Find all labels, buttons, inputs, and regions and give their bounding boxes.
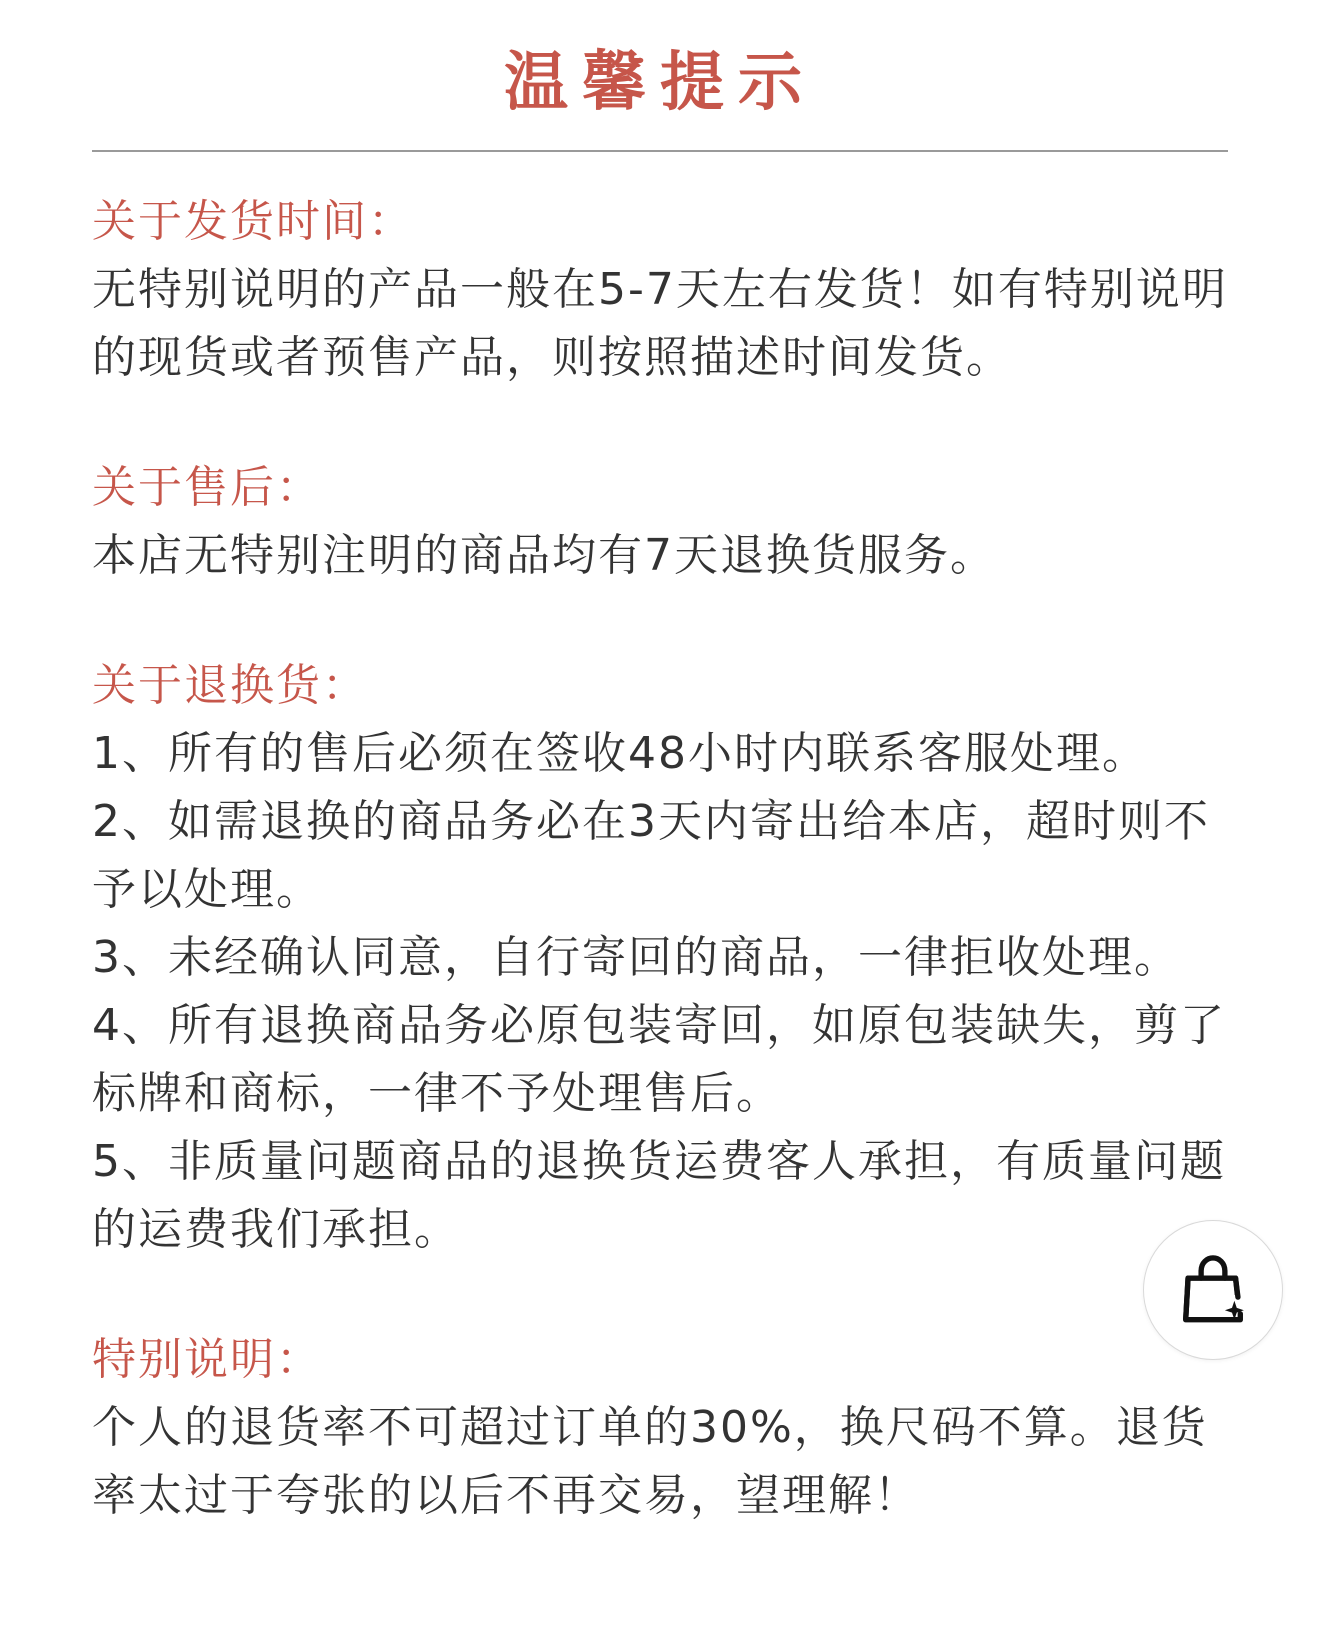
notice-content — [92, 188, 1228, 1530]
list-item: 1、所有的售后必须在签收48小时内联系客服处理。 — [92, 728, 1148, 779]
list-item: 5、非质量问题商品的退换货运费客人承担，有质量问题的运费我们承担。 — [92, 1136, 1226, 1255]
shopping-bag-sparkle-icon — [1175, 1252, 1251, 1328]
list-item: 3、未经确认同意，自行寄回的商品，一律拒收处理。 — [92, 932, 1180, 983]
list-item: 4、所有退换商品务必原包装寄回，如原包装缺失，剪了标牌和商标，一律不予处理售后。 — [92, 1000, 1226, 1119]
section-text: 无特别说明的产品一般在5-7天左右发货！如有特别说明的现货或者预售产品，则按照描述时间发货。 — [92, 264, 1228, 383]
section-heading: 特别说明： — [92, 1334, 322, 1385]
section-after-sales — [92, 454, 1228, 590]
section-heading: 关于发货时间： — [92, 196, 414, 247]
section-heading: 关于售后： — [92, 462, 322, 513]
section-special-note — [92, 1326, 1228, 1530]
section-heading: 关于退换货： — [92, 660, 368, 711]
section-text: 个人的退货率不可超过订单的30%，换尺码不算。退货率太过于夸张的以后不再交易，望理解！ — [92, 1402, 1208, 1521]
title-divider — [92, 150, 1228, 152]
page-title: 温馨提示 — [504, 46, 816, 120]
shopping-bag-button[interactable] — [1143, 1220, 1283, 1360]
section-shipping-time — [92, 188, 1228, 392]
section-returns — [92, 652, 1228, 1264]
list-item: 2、如需退换的商品务必在3天内寄出给本店，超时则不予以处理。 — [92, 796, 1210, 915]
section-text: 本店无特别注明的商品均有7天退换货服务。 — [92, 530, 996, 581]
